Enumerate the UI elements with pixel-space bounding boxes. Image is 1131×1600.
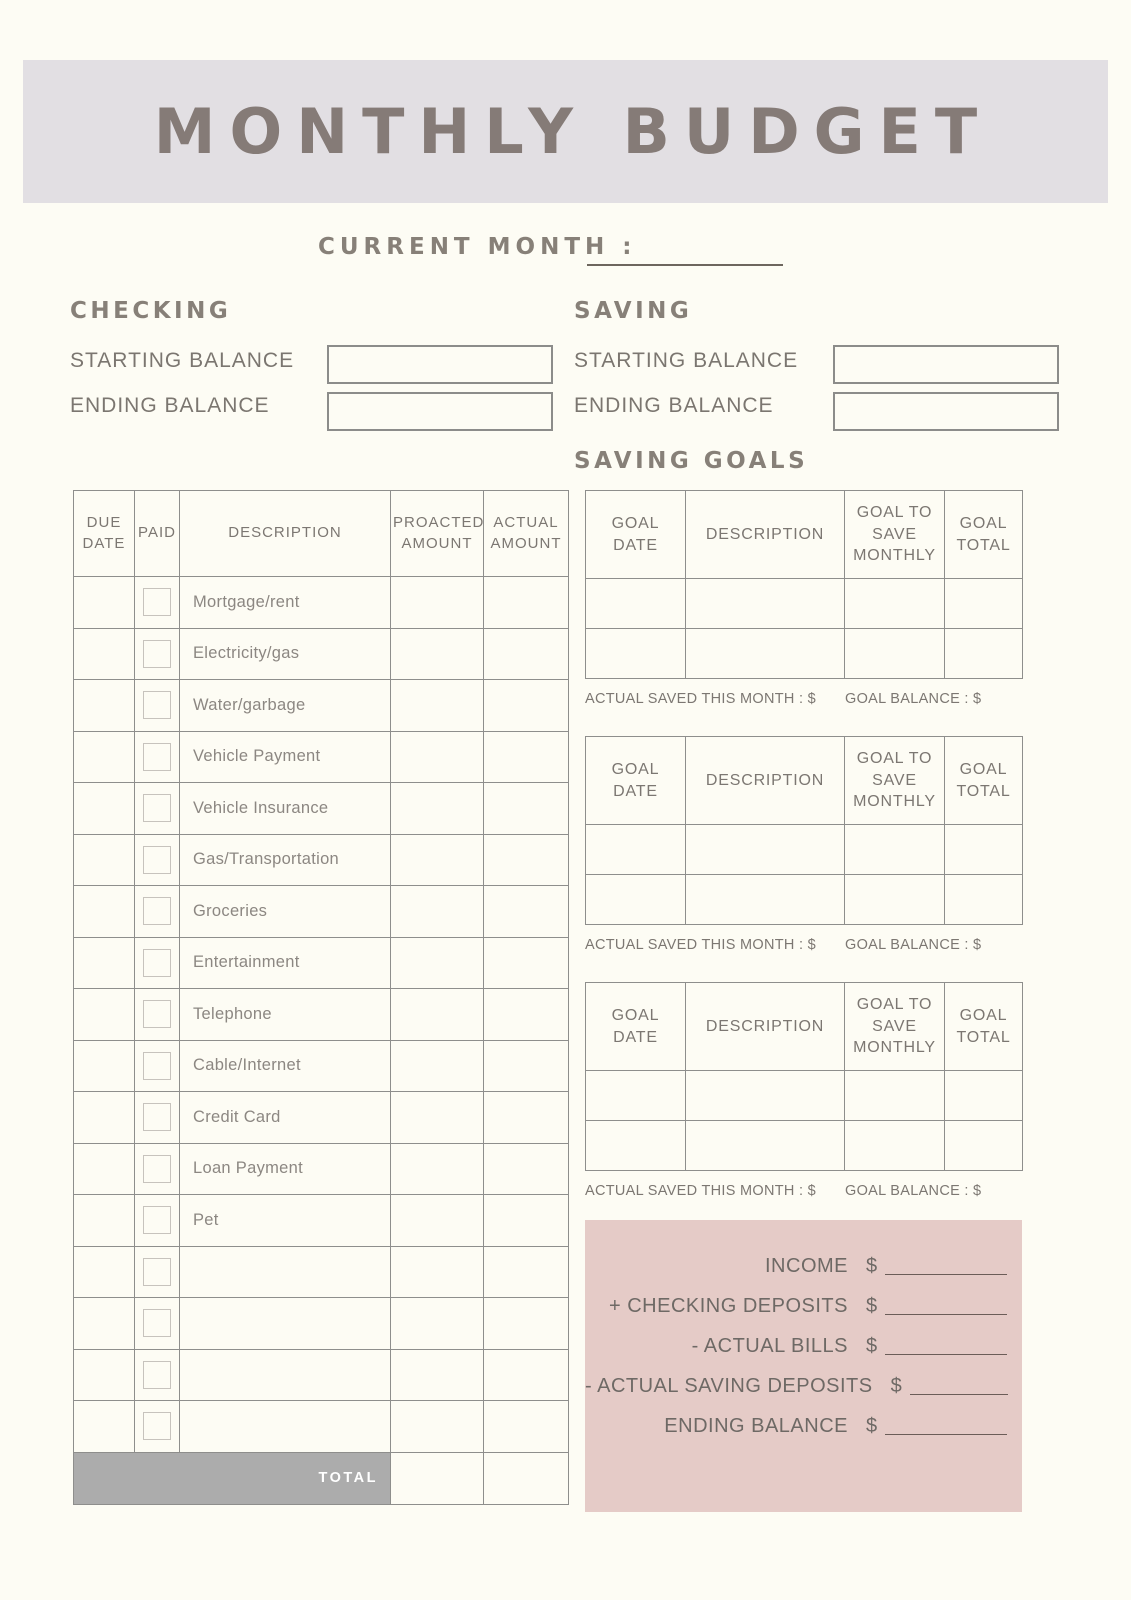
saving-goal-table [585, 736, 1023, 925]
proacted-amount-cell[interactable] [391, 1298, 484, 1350]
total-proacted-amount-cell[interactable] [391, 1452, 484, 1504]
expense-row [74, 1246, 569, 1298]
summary-amount-line[interactable] [885, 1421, 1007, 1435]
proacted-amount-cell[interactable] [391, 731, 484, 783]
goal-to-save-monthly-header: GOAL TO SAVE MONTHLY [845, 491, 945, 579]
paid-cell[interactable] [135, 989, 180, 1041]
goal-header-row [586, 737, 1023, 825]
goal-description-header: DESCRIPTION [686, 491, 845, 579]
summary-row [585, 1242, 1022, 1282]
paid-checkbox[interactable] [143, 846, 171, 874]
paid-header: PAID [135, 491, 180, 577]
description-cell: Water/garbage [180, 680, 391, 732]
actual-amount-cell[interactable] [484, 989, 569, 1041]
description-cell: Pet [180, 1195, 391, 1247]
goal-total-cell[interactable] [945, 629, 1023, 679]
goal-description-cell[interactable] [686, 875, 845, 925]
expense-row [74, 834, 569, 886]
paid-cell[interactable] [135, 628, 180, 680]
saving-ending-balance-input[interactable] [833, 392, 1059, 431]
currency-symbol: $ [866, 1255, 878, 1277]
due-date-cell[interactable] [74, 783, 135, 835]
goal-to-save-monthly-cell[interactable] [845, 629, 945, 679]
saving-goal-block [585, 490, 1022, 711]
paid-cell[interactable] [135, 1195, 180, 1247]
page-title: MONTHLY BUDGET [153, 95, 992, 168]
checking-heading: CHECKING [70, 298, 232, 324]
saving-starting-balance-label: STARTING BALANCE [574, 349, 799, 372]
goal-to-save-monthly-header: GOAL TO SAVE MONTHLY [845, 737, 945, 825]
description-cell: Loan Payment [180, 1143, 391, 1195]
proacted-amount-cell[interactable] [391, 834, 484, 886]
due-date-cell[interactable] [74, 886, 135, 938]
goal-header-row [586, 491, 1023, 579]
expense-row [74, 1092, 569, 1144]
paid-checkbox[interactable] [143, 1103, 171, 1131]
description-cell: Gas/Transportation [180, 834, 391, 886]
goal-total-header: GOAL TOTAL [945, 983, 1023, 1071]
paid-cell[interactable] [135, 577, 180, 629]
summary-label: INCOME [765, 1255, 848, 1277]
paid-checkbox[interactable] [143, 588, 171, 616]
goal-date-header: GOAL DATE [586, 491, 686, 579]
proacted-amount-cell[interactable] [391, 1143, 484, 1195]
paid-checkbox[interactable] [143, 1258, 171, 1286]
saving-goal-block [585, 736, 1022, 957]
goal-date-cell[interactable] [586, 629, 686, 679]
goal-total-header: GOAL TOTAL [945, 737, 1023, 825]
due-date-cell[interactable] [74, 731, 135, 783]
paid-cell[interactable] [135, 937, 180, 989]
proacted-amount-cell[interactable] [391, 1092, 484, 1144]
expense-row [74, 783, 569, 835]
expense-row [74, 1143, 569, 1195]
expense-row [74, 1401, 569, 1453]
checking-starting-balance-label: STARTING BALANCE [70, 349, 295, 372]
paid-checkbox[interactable] [143, 1155, 171, 1183]
goal-to-save-monthly-cell[interactable] [845, 579, 945, 629]
goal-row [586, 579, 1023, 629]
proacted-amount-cell[interactable] [391, 1349, 484, 1401]
proacted-amount-cell[interactable] [391, 783, 484, 835]
proacted-amount-cell[interactable] [391, 1246, 484, 1298]
summary-label: + CHECKING DEPOSITS [609, 1295, 848, 1317]
paid-cell[interactable] [135, 1143, 180, 1195]
goal-date-cell[interactable] [586, 875, 686, 925]
actual-amount-cell[interactable] [484, 1246, 569, 1298]
saving-goal-table [585, 490, 1023, 679]
due-date-cell[interactable] [74, 1298, 135, 1350]
paid-checkbox[interactable] [143, 1412, 171, 1440]
summary-amount-line[interactable] [885, 1261, 1007, 1275]
proacted-amount-header: PROACTED AMOUNT [391, 491, 484, 577]
current-month-label: CURRENT MONTH : [318, 234, 637, 260]
paid-cell[interactable] [135, 1349, 180, 1401]
description-cell: Mortgage/rent [180, 577, 391, 629]
saving-starting-balance-input[interactable] [833, 345, 1059, 384]
description-cell: Cable/Internet [180, 1040, 391, 1092]
summary-row [585, 1322, 1022, 1362]
actual-saved-label: ACTUAL SAVED THIS MONTH : $ [585, 937, 817, 953]
due-date-cell[interactable] [74, 1401, 135, 1453]
goal-footer [585, 691, 1022, 711]
expense-row [74, 937, 569, 989]
paid-cell[interactable] [135, 783, 180, 835]
proacted-amount-cell[interactable] [391, 577, 484, 629]
description-cell: Telephone [180, 989, 391, 1041]
paid-cell[interactable] [135, 1040, 180, 1092]
proacted-amount-cell[interactable] [391, 989, 484, 1041]
actual-amount-cell[interactable] [484, 1349, 569, 1401]
goal-header-row [586, 983, 1023, 1071]
actual-amount-cell[interactable] [484, 1401, 569, 1453]
summary-label: ENDING BALANCE [664, 1415, 848, 1437]
paid-cell[interactable] [135, 1401, 180, 1453]
paid-cell[interactable] [135, 731, 180, 783]
paid-cell[interactable] [135, 1298, 180, 1350]
paid-cell[interactable] [135, 1246, 180, 1298]
expense-row [74, 731, 569, 783]
actual-amount-cell[interactable] [484, 680, 569, 732]
goal-to-save-monthly-cell[interactable] [845, 1071, 945, 1121]
goal-to-save-monthly-cell[interactable] [845, 875, 945, 925]
due-date-header: DUE DATE [74, 491, 135, 577]
goal-to-save-monthly-cell[interactable] [845, 825, 945, 875]
checking-ending-balance-label: ENDING BALANCE [70, 394, 270, 417]
goal-total-cell[interactable] [945, 1071, 1023, 1121]
saving-heading: SAVING [574, 298, 693, 324]
due-date-cell[interactable] [74, 1092, 135, 1144]
actual-saved-label: ACTUAL SAVED THIS MONTH : $ [585, 691, 817, 707]
summary-row [585, 1402, 1022, 1442]
goal-footer [585, 937, 1022, 957]
summary-label: - ACTUAL BILLS [691, 1335, 848, 1357]
actual-amount-cell[interactable] [484, 731, 569, 783]
summary-rows [585, 1242, 1022, 1442]
actual-amount-cell[interactable] [484, 1195, 569, 1247]
goal-balance-label: GOAL BALANCE : $ [845, 691, 982, 707]
goal-date-cell[interactable] [586, 825, 686, 875]
total-label: TOTAL [74, 1452, 391, 1504]
goal-date-cell[interactable] [586, 1071, 686, 1121]
description-cell [180, 1246, 391, 1298]
description-cell [180, 1298, 391, 1350]
proacted-amount-cell[interactable] [391, 680, 484, 732]
checking-ending-balance-input[interactable] [327, 392, 553, 431]
paid-checkbox[interactable] [143, 1000, 171, 1028]
description-cell: Vehicle Insurance [180, 783, 391, 835]
paid-checkbox[interactable] [143, 691, 171, 719]
expense-row [74, 1349, 569, 1401]
goal-description-cell[interactable] [686, 1071, 845, 1121]
goal-description-header: DESCRIPTION [686, 983, 845, 1071]
expense-row [74, 1040, 569, 1092]
actual-amount-cell[interactable] [484, 783, 569, 835]
saving-goals-heading: SAVING GOALS [574, 448, 809, 474]
description-cell: Groceries [180, 886, 391, 938]
goal-row [586, 825, 1023, 875]
summary-label: - ACTUAL SAVING DEPOSITS [585, 1375, 873, 1397]
checking-starting-balance-input[interactable] [327, 345, 553, 384]
paid-cell[interactable] [135, 834, 180, 886]
description-cell: Entertainment [180, 937, 391, 989]
expense-row [74, 1298, 569, 1350]
currency-symbol: $ [866, 1295, 878, 1317]
paid-checkbox[interactable] [143, 1206, 171, 1234]
due-date-cell[interactable] [74, 989, 135, 1041]
goal-total-header: GOAL TOTAL [945, 491, 1023, 579]
goal-footer [585, 1183, 1022, 1203]
description-cell: Vehicle Payment [180, 731, 391, 783]
saving-goals-tables [585, 490, 1022, 1228]
proacted-amount-cell[interactable] [391, 1401, 484, 1453]
goal-row [586, 1121, 1023, 1171]
paid-cell[interactable] [135, 886, 180, 938]
description-cell [180, 1349, 391, 1401]
saving-ending-balance-label: ENDING BALANCE [574, 394, 774, 417]
paid-cell[interactable] [135, 1092, 180, 1144]
goal-total-cell[interactable] [945, 1121, 1023, 1171]
goal-to-save-monthly-header: GOAL TO SAVE MONTHLY [845, 983, 945, 1071]
summary-row [585, 1282, 1022, 1322]
goal-date-cell[interactable] [586, 1121, 686, 1171]
goal-date-header: GOAL DATE [586, 983, 686, 1071]
goal-balance-label: GOAL BALANCE : $ [845, 937, 982, 953]
actual-amount-cell[interactable] [484, 1092, 569, 1144]
summary-box [585, 1220, 1022, 1512]
actual-amount-cell[interactable] [484, 1298, 569, 1350]
expense-row [74, 989, 569, 1041]
actual-amount-cell[interactable] [484, 886, 569, 938]
due-date-cell[interactable] [74, 1040, 135, 1092]
goal-date-cell[interactable] [586, 579, 686, 629]
due-date-cell[interactable] [74, 628, 135, 680]
due-date-cell[interactable] [74, 1349, 135, 1401]
paid-checkbox[interactable] [143, 640, 171, 668]
summary-row [585, 1362, 1022, 1402]
currency-symbol: $ [866, 1415, 878, 1437]
expense-row [74, 1195, 569, 1247]
proacted-amount-cell[interactable] [391, 1040, 484, 1092]
summary-amount-line[interactable] [885, 1301, 1007, 1315]
actual-amount-cell[interactable] [484, 937, 569, 989]
goal-description-header: DESCRIPTION [686, 737, 845, 825]
due-date-cell[interactable] [74, 834, 135, 886]
paid-checkbox[interactable] [143, 743, 171, 771]
current-month-input-line[interactable] [587, 244, 783, 266]
proacted-amount-cell[interactable] [391, 886, 484, 938]
goal-date-header: GOAL DATE [586, 737, 686, 825]
goal-description-cell[interactable] [686, 825, 845, 875]
description-cell: Electricity/gas [180, 628, 391, 680]
due-date-cell[interactable] [74, 1246, 135, 1298]
goal-to-save-monthly-cell[interactable] [845, 1121, 945, 1171]
goal-total-cell[interactable] [945, 579, 1023, 629]
paid-checkbox[interactable] [143, 897, 171, 925]
expenses-header-row [74, 491, 569, 577]
actual-amount-cell[interactable] [484, 577, 569, 629]
paid-cell[interactable] [135, 680, 180, 732]
actual-amount-header: ACTUAL AMOUNT [484, 491, 569, 577]
description-header: DESCRIPTION [180, 491, 391, 577]
expense-row [74, 886, 569, 938]
proacted-amount-cell[interactable] [391, 628, 484, 680]
actual-amount-cell[interactable] [484, 834, 569, 886]
due-date-cell[interactable] [74, 577, 135, 629]
expenses-table [73, 490, 569, 1505]
actual-amount-cell[interactable] [484, 1143, 569, 1195]
description-cell: Credit Card [180, 1092, 391, 1144]
currency-symbol: $ [866, 1335, 878, 1357]
due-date-cell[interactable] [74, 1143, 135, 1195]
actual-amount-cell[interactable] [484, 1040, 569, 1092]
expense-row [74, 628, 569, 680]
paid-checkbox[interactable] [143, 949, 171, 977]
goal-description-cell[interactable] [686, 1121, 845, 1171]
currency-symbol: $ [890, 1375, 902, 1397]
paid-checkbox[interactable] [143, 1052, 171, 1080]
paid-checkbox[interactable] [143, 1309, 171, 1337]
due-date-cell[interactable] [74, 937, 135, 989]
goal-description-cell[interactable] [686, 579, 845, 629]
summary-amount-line[interactable] [910, 1381, 1008, 1395]
expense-row [74, 680, 569, 732]
paid-checkbox[interactable] [143, 794, 171, 822]
goal-row [586, 1071, 1023, 1121]
due-date-cell[interactable] [74, 680, 135, 732]
goal-total-cell[interactable] [945, 825, 1023, 875]
proacted-amount-cell[interactable] [391, 1195, 484, 1247]
goal-description-cell[interactable] [686, 629, 845, 679]
goal-total-cell[interactable] [945, 875, 1023, 925]
actual-saved-label: ACTUAL SAVED THIS MONTH : $ [585, 1183, 817, 1199]
summary-amount-line[interactable] [885, 1341, 1007, 1355]
due-date-cell[interactable] [74, 1195, 135, 1247]
expense-row [74, 577, 569, 629]
description-cell [180, 1401, 391, 1453]
saving-goal-table [585, 982, 1023, 1171]
goal-row [586, 629, 1023, 679]
paid-checkbox[interactable] [143, 1361, 171, 1389]
total-actual-amount-cell[interactable] [484, 1452, 569, 1504]
header-band [23, 60, 1108, 203]
actual-amount-cell[interactable] [484, 628, 569, 680]
proacted-amount-cell[interactable] [391, 937, 484, 989]
saving-goal-block [585, 982, 1022, 1203]
expenses-total-row [74, 1452, 569, 1504]
goal-balance-label: GOAL BALANCE : $ [845, 1183, 982, 1199]
goal-row [586, 875, 1023, 925]
